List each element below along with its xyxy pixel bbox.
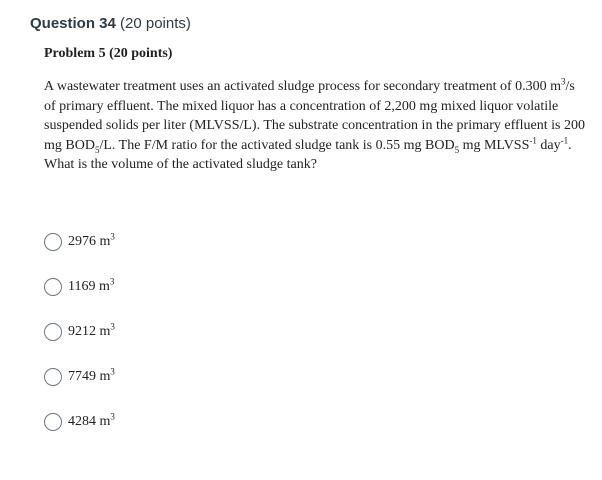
radio-button[interactable] bbox=[44, 278, 62, 296]
radio-button[interactable] bbox=[44, 233, 62, 251]
problem-text-part: A wastewater treatment uses an activated sludge process for secondary treatment of 0.300 m bbox=[44, 79, 562, 94]
answer-unit-sup: 3 bbox=[110, 231, 115, 242]
question-points: (20 points) bbox=[115, 15, 191, 32]
problem-text-part: /s of primary effluent. The mixed liquor has a concentration of 2,200 mg mixed liquor volatile suspended solids per liter (MLVSS/L). The substrate concentration in the primary effluent is 200 mg BOD bbox=[44, 79, 585, 153]
problem-text-part: . What is the volume of the activated sludge tank? bbox=[44, 137, 572, 172]
answer-value: 9212 m bbox=[68, 324, 111, 339]
answer-value: 1169 m bbox=[68, 279, 110, 294]
answer-value: 2976 m bbox=[68, 234, 111, 249]
answer-label[interactable] bbox=[68, 277, 114, 297]
answer-unit-sup: 3 bbox=[109, 276, 115, 287]
answer-option-2[interactable] bbox=[44, 277, 115, 322]
problem-text-sup: -1 bbox=[529, 134, 537, 145]
radio-button[interactable] bbox=[44, 368, 62, 386]
problem-title: Problem 5 (20 points) bbox=[44, 46, 173, 61]
problem-text-part: day bbox=[536, 137, 561, 153]
answer-value: 4284 m bbox=[68, 414, 111, 429]
problem-text-sub: 5 bbox=[94, 144, 100, 155]
answer-unit-sup: 3 bbox=[110, 366, 115, 377]
problem-text bbox=[44, 77, 589, 175]
answer-option-1[interactable] bbox=[44, 232, 115, 277]
answer-value: 7749 m bbox=[68, 369, 111, 384]
answer-list bbox=[44, 232, 115, 457]
answer-option-4[interactable] bbox=[44, 367, 115, 412]
question-title: Question 34 bbox=[30, 15, 116, 32]
answer-option-3[interactable] bbox=[44, 322, 115, 367]
answer-option-5[interactable] bbox=[44, 412, 115, 457]
radio-button[interactable] bbox=[44, 413, 62, 431]
question-header bbox=[30, 15, 191, 32]
problem-text-part: mg MLVSS bbox=[459, 137, 530, 153]
problem-text-sup: 3 bbox=[561, 76, 566, 87]
radio-button[interactable] bbox=[44, 323, 62, 341]
answer-label[interactable] bbox=[68, 232, 115, 252]
answer-label[interactable] bbox=[68, 322, 115, 342]
answer-label[interactable] bbox=[68, 412, 115, 432]
problem-text-part: /L. The F/M ratio for the activated sludge tank is 0.55 mg BOD bbox=[99, 137, 455, 153]
answer-unit-sup: 3 bbox=[110, 411, 115, 422]
problem-text-sup: -1 bbox=[560, 134, 569, 145]
problem-text-sub: 5 bbox=[454, 144, 460, 155]
answer-unit-sup: 3 bbox=[110, 321, 115, 332]
answer-label[interactable] bbox=[68, 367, 115, 387]
